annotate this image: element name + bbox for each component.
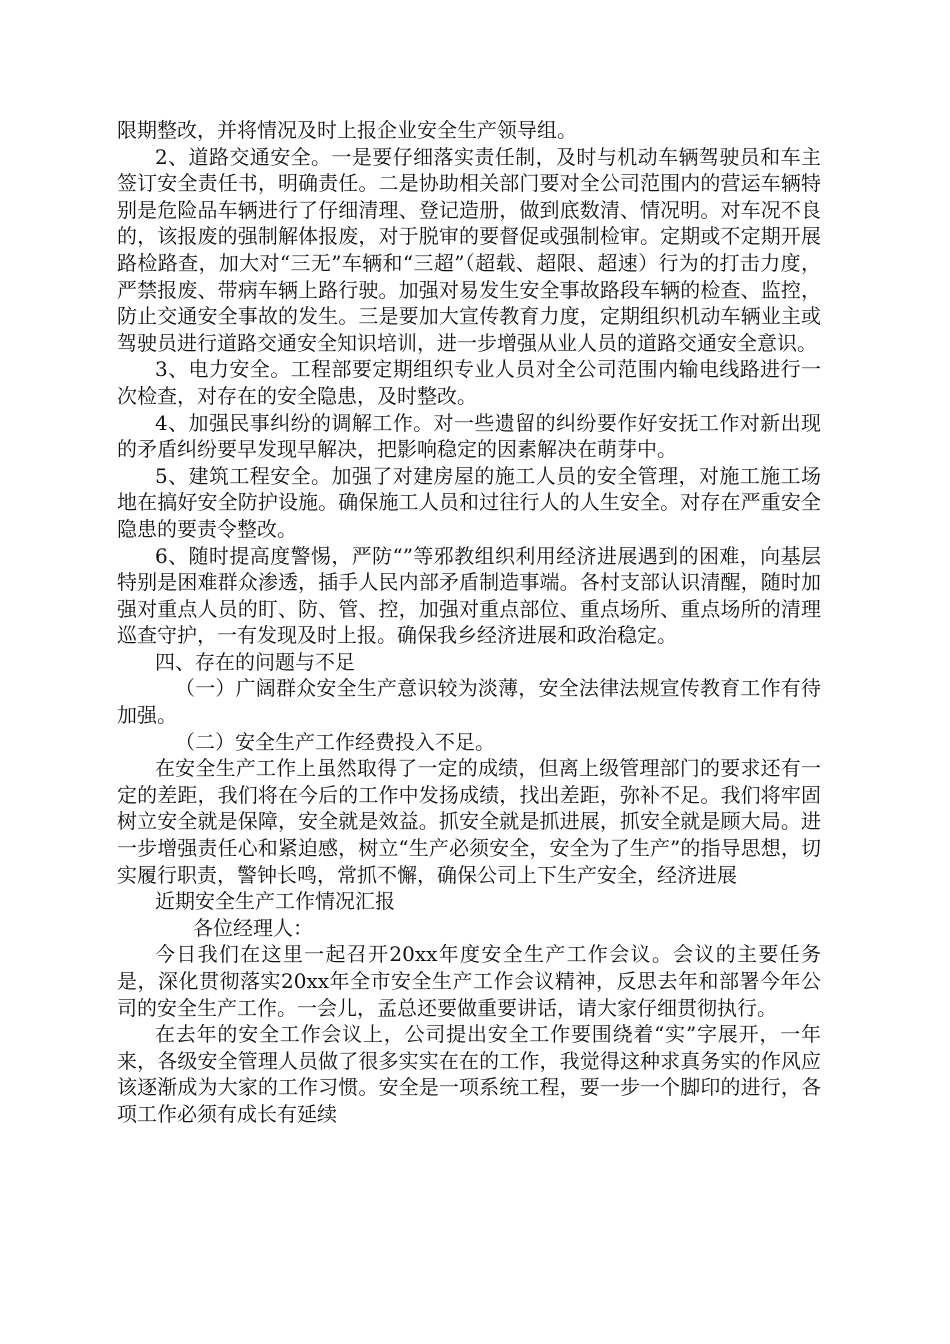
problem-item-2: （二）安全生产工作经费投入不足。: [175, 729, 495, 754]
paragraph-civil-disputes: 4、加强民事纠纷的调解工作。对一些遗留的纠纷要作好安抚工作对新出现的矛盾纠纷要早发现早解决，把影响稳定的因素解决在萌芽中。: [117, 410, 821, 462]
paragraph-construction-safety: 5、建筑工程安全。加强了对建房屋的施工人员的安全管理，对施工施工场地在搞好安全防护设施。确保施工人员和过往行人的人生安全。对存在严重安全隐患的要责令整改。: [117, 463, 821, 541]
paragraph-conclusion: 在安全生产工作上虽然取得了一定的成绩，但离上级管理部门的要求还有一定的差距，我们将在今后的工作中发扬成绩，找出差距，弥补不足。我们将牢固树立安全就是保障，安全就是效益。抓安全就是抓进展，抓安全就是顾大局。进一步增强责任心和紧迫感，树立“生产必须安全，安全为了生产”的指导思想，切实履行职责，警钟长鸣，常抓不懈，确保公司上下生产安全，经济进展: [117, 756, 821, 887]
paragraph-continuation: 限期整改，并将情况及时上报企业安全生产领导组。: [117, 118, 577, 142]
section-heading-problems: 四、存在的问题与不足: [155, 649, 355, 674]
report-title: 近期安全生产工作情况汇报: [155, 889, 395, 914]
salutation: 各位经理人：: [193, 915, 313, 940]
paragraph-last-year-review: 在去年的安全工作会议上，公司提出安全工作要围绕着“实”字展开，一年来，各级安全管理人员做了很多实实在在的工作，我觉得这种求真务实的作风应该逐渐成为大家的工作习惯。安全是一项系统工程，要一步一个脚印的进行，各项工作必须有成长有延续: [117, 1022, 821, 1126]
problem-item-1: （一）广阔群众安全生产意识较为淡薄，安全法律法规宣传教育工作有待加强。: [117, 676, 821, 728]
paragraph-vigilance: 6、随时提高度警惕，严防“”等邪教组织利用经济进展遇到的困难，向基层特别是困难群众渗透，插手人民内部矛盾制造事端。各村支部认识清醒，随时加强对重点人员的盯、防、管、控，加强对重点部位、重点场所、重点场所的清理巡查守护，一有发现及时上报。确保我乡经济进展和政治稳定。: [117, 543, 821, 648]
document-body: [117, 117, 821, 1128]
paragraph-meeting-intro: 今日我们在这里一起召开20xx年度安全生产工作会议。会议的主要任务是，深化贯彻落实20xx年全市安全生产工作会议精神，反思去年和部署今年公司的安全生产工作。一会儿，孟总还要做重要讲话，请大家仔细贯彻执行。: [117, 942, 821, 1020]
paragraph-power-safety: 3、电力安全。工程部要定期组织专业人员对全公司范围内输电线路进行一次检查，对存在的安全隐患，及时整改。: [117, 357, 821, 408]
paragraph-road-traffic-safety: 2、道路交通安全。一是要仔细落实责任制，及时与机动车辆驾驶员和车主签订安全责任书，明确责任。二是协助相关部门要对全公司范围内的营运车辆特别是危险品车辆进行了仔细清理、登记造册，做到底数清、情况明。对车况不良的，该报废的强制解体报废，对于脱审的要督促或强制检审。定期或不定期开展路检路查，加大对“三无”车辆和“三超”（超载、超限、超速）行为的打击力度，严禁报废、带病车辆上路行驶。加强对易发生安全事故路段车辆的检查、监控，防止交通安全事故的发生。三是要加大宣传教育力度，定期组织机动车辆业主或驾驶员进行道路交通安全知识培训，进一步增强从业人员的道路交通安全意识。: [117, 144, 821, 355]
